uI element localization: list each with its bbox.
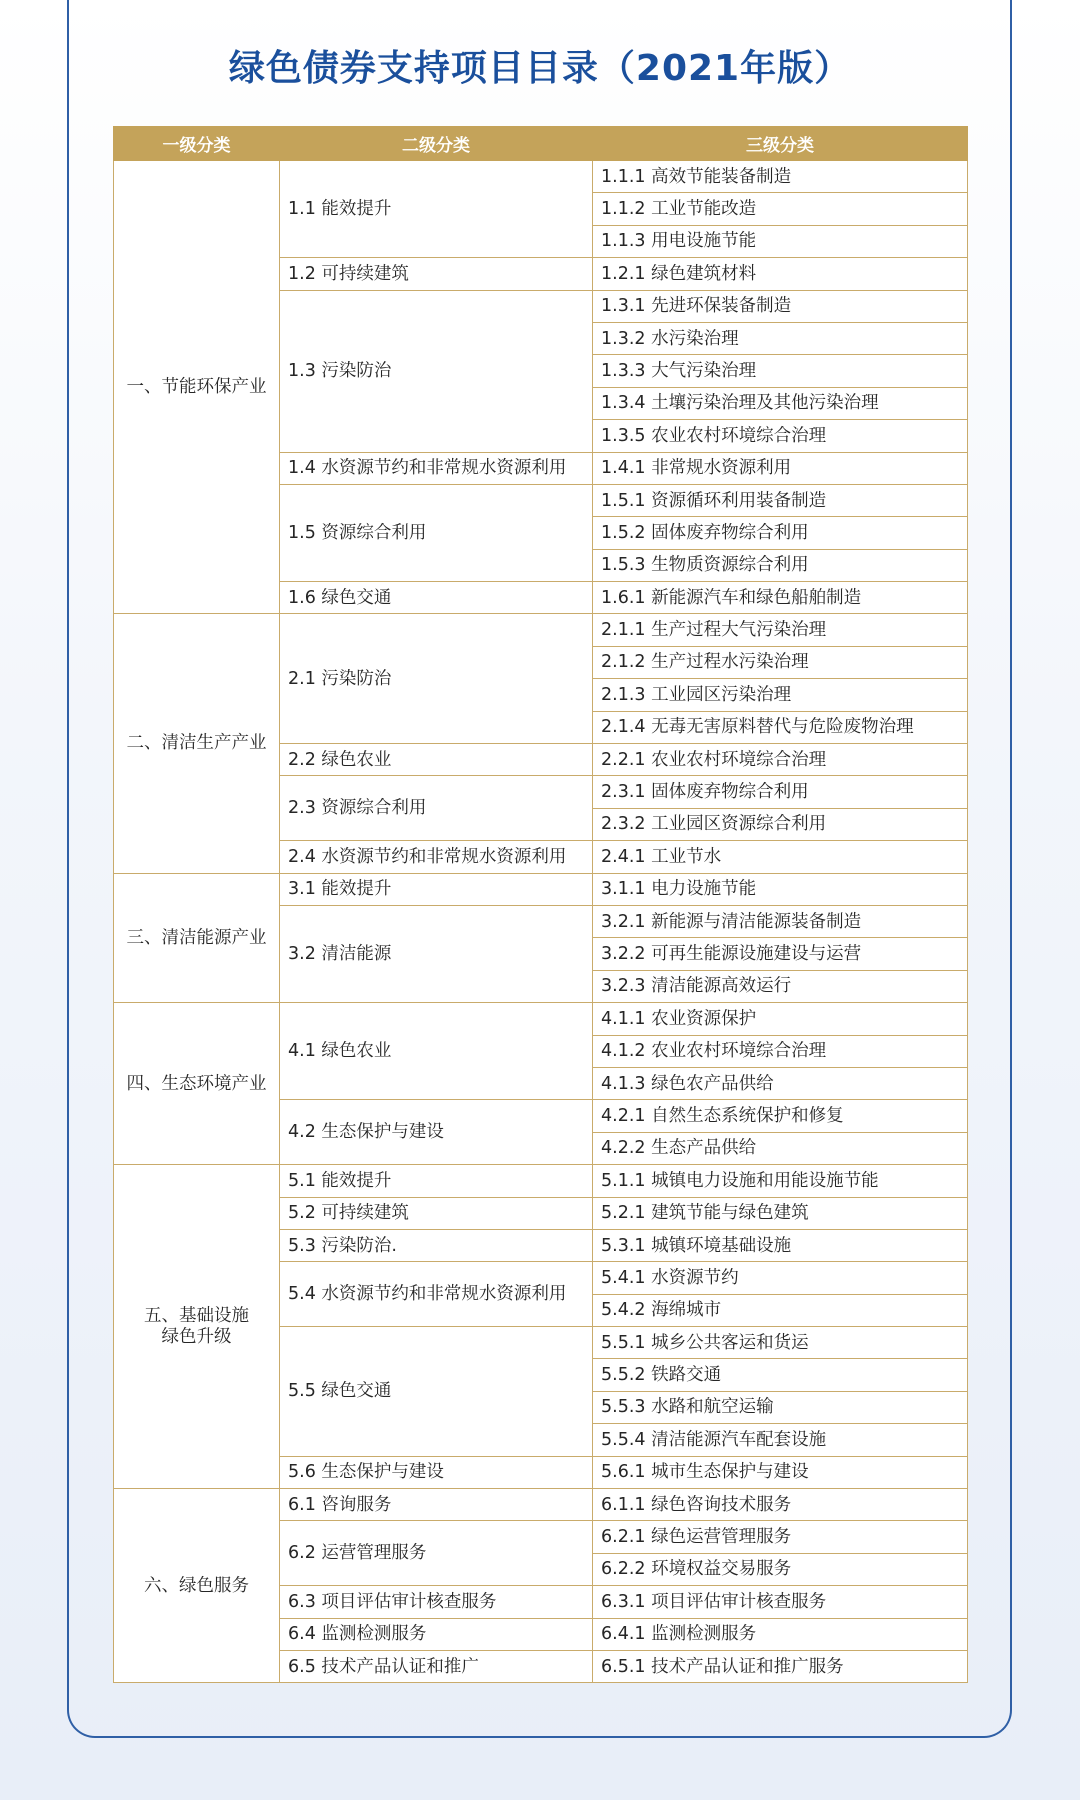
level1-category: 六、绿色服务 <box>114 1489 280 1683</box>
level3-category: 1.5.3 生物质资源综合利用 <box>593 549 968 581</box>
level2-category: 5.1 能效提升 <box>280 1165 593 1197</box>
level1-category-line: 绿色升级 <box>161 1326 232 1347</box>
level3-category: 4.1.3 绿色农产品供给 <box>593 1067 968 1099</box>
level3-category: 5.4.1 水资源节约 <box>593 1262 968 1294</box>
level2-category: 2.2 绿色农业 <box>280 744 593 776</box>
level3-category: 5.5.2 铁路交通 <box>593 1359 968 1391</box>
level2-category: 4.1 绿色农业 <box>280 1003 593 1100</box>
level3-category: 1.6.1 新能源汽车和绿色船舶制造 <box>593 582 968 614</box>
table-header-row <box>114 127 968 161</box>
level2-category: 2.4 水资源节约和非常规水资源利用 <box>280 841 593 873</box>
level3-category: 5.5.1 城乡公共客运和货运 <box>593 1327 968 1359</box>
level3-category: 4.1.2 农业农村环境综合治理 <box>593 1035 968 1067</box>
level2-category: 4.2 生态保护与建设 <box>280 1100 593 1165</box>
level3-category: 1.3.5 农业农村环境综合治理 <box>593 420 968 452</box>
level1-category: 三、清洁能源产业 <box>114 873 280 1003</box>
header-level1: 一级分类 <box>114 127 280 161</box>
level3-category: 5.6.1 城市生态保护与建设 <box>593 1456 968 1488</box>
level1-category: 四、生态环境产业 <box>114 1003 280 1165</box>
level3-category: 2.1.2 生产过程水污染治理 <box>593 646 968 678</box>
level3-category: 6.2.2 环境权益交易服务 <box>593 1553 968 1585</box>
level2-category: 1.5 资源综合利用 <box>280 484 593 581</box>
level2-category: 1.2 可持续建筑 <box>280 258 593 290</box>
level3-category: 1.3.1 先进环保装备制造 <box>593 290 968 322</box>
level1-category-line: 五、基础设施 <box>144 1306 249 1327</box>
level3-category: 6.5.1 技术产品认证和推广服务 <box>593 1650 968 1682</box>
level3-category: 5.1.1 城镇电力设施和用能设施节能 <box>593 1165 968 1197</box>
level3-category: 2.1.1 生产过程大气污染治理 <box>593 614 968 646</box>
level2-category: 5.3 污染防治. <box>280 1229 593 1261</box>
page-title: 绿色债券支持项目目录（2021年版） <box>228 48 852 89</box>
level3-category: 2.3.2 工业园区资源综合利用 <box>593 808 968 840</box>
level3-category: 2.1.3 工业园区污染治理 <box>593 679 968 711</box>
level3-category: 5.2.1 建筑节能与绿色建筑 <box>593 1197 968 1229</box>
level3-category: 1.3.4 土壤污染治理及其他污染治理 <box>593 387 968 419</box>
level2-category: 2.1 污染防治 <box>280 614 593 744</box>
level3-category: 3.2.1 新能源与清洁能源装备制造 <box>593 905 968 937</box>
level2-category: 6.1 咨询服务 <box>280 1489 593 1521</box>
level1-category: 一、节能环保产业 <box>114 161 280 614</box>
level3-category: 1.3.3 大气污染治理 <box>593 355 968 387</box>
table-row <box>114 1165 968 1197</box>
level2-category: 5.6 生态保护与建设 <box>280 1456 593 1488</box>
level3-category: 4.2.2 生态产品供给 <box>593 1132 968 1164</box>
level3-category: 2.2.1 农业农村环境综合治理 <box>593 744 968 776</box>
level2-category: 5.5 绿色交通 <box>280 1327 593 1457</box>
level3-category: 5.5.4 清洁能源汽车配套设施 <box>593 1424 968 1456</box>
level3-category: 6.3.1 项目评估审计核查服务 <box>593 1586 968 1618</box>
level3-category: 6.2.1 绿色运营管理服务 <box>593 1521 968 1553</box>
level3-category: 4.1.1 农业资源保护 <box>593 1003 968 1035</box>
level2-category: 1.4 水资源节约和非常规水资源利用 <box>280 452 593 484</box>
level3-category: 1.3.2 水污染治理 <box>593 322 968 354</box>
table-row <box>114 873 968 905</box>
header-level2: 二级分类 <box>280 127 593 161</box>
level2-category: 6.4 监测检测服务 <box>280 1618 593 1650</box>
level3-category: 4.2.1 自然生态系统保护和修复 <box>593 1100 968 1132</box>
level3-category: 2.3.1 固体废弃物综合利用 <box>593 776 968 808</box>
table-row <box>114 614 968 646</box>
level2-category: 5.4 水资源节约和非常规水资源利用 <box>280 1262 593 1327</box>
level3-category: 6.4.1 监测检测服务 <box>593 1618 968 1650</box>
level3-category: 1.5.2 固体废弃物综合利用 <box>593 517 968 549</box>
level2-category: 3.2 清洁能源 <box>280 905 593 1002</box>
catalog-table <box>113 126 968 1683</box>
level2-category: 6.2 运营管理服务 <box>280 1521 593 1586</box>
level3-category: 1.4.1 非常规水资源利用 <box>593 452 968 484</box>
level3-category: 1.1.1 高效节能装备制造 <box>593 161 968 193</box>
table-row <box>114 1003 968 1035</box>
catalog-body <box>114 161 968 1683</box>
level3-category: 3.1.1 电力设施节能 <box>593 873 968 905</box>
level3-category: 5.4.2 海绵城市 <box>593 1294 968 1326</box>
level1-category: 二、清洁生产产业 <box>114 614 280 873</box>
level3-category: 5.5.3 水路和航空运输 <box>593 1391 968 1423</box>
level3-category: 5.3.1 城镇环境基础设施 <box>593 1229 968 1261</box>
level3-category: 2.1.4 无毒无害原料替代与危险废物治理 <box>593 711 968 743</box>
level3-category: 1.5.1 资源循环利用装备制造 <box>593 484 968 516</box>
header-level3: 三级分类 <box>593 127 968 161</box>
level2-category: 1.6 绿色交通 <box>280 582 593 614</box>
level2-category: 6.5 技术产品认证和推广 <box>280 1650 593 1682</box>
level3-category: 3.2.3 清洁能源高效运行 <box>593 970 968 1002</box>
level3-category: 1.1.3 用电设施节能 <box>593 225 968 257</box>
level2-category: 1.3 污染防治 <box>280 290 593 452</box>
level3-category: 1.1.2 工业节能改造 <box>593 193 968 225</box>
table-row <box>114 1489 968 1521</box>
level2-category: 1.1 能效提升 <box>280 161 593 258</box>
level2-category: 2.3 资源综合利用 <box>280 776 593 841</box>
level2-category: 5.2 可持续建筑 <box>280 1197 593 1229</box>
level2-category: 6.3 项目评估审计核查服务 <box>280 1586 593 1618</box>
level3-category: 1.2.1 绿色建筑材料 <box>593 258 968 290</box>
level3-category: 2.4.1 工业节水 <box>593 841 968 873</box>
level2-category: 3.1 能效提升 <box>280 873 593 905</box>
table-row <box>114 161 968 193</box>
level1-category <box>114 1165 280 1489</box>
level3-category: 6.1.1 绿色咨询技术服务 <box>593 1489 968 1521</box>
level3-category: 3.2.2 可再生能源设施建设与运营 <box>593 938 968 970</box>
